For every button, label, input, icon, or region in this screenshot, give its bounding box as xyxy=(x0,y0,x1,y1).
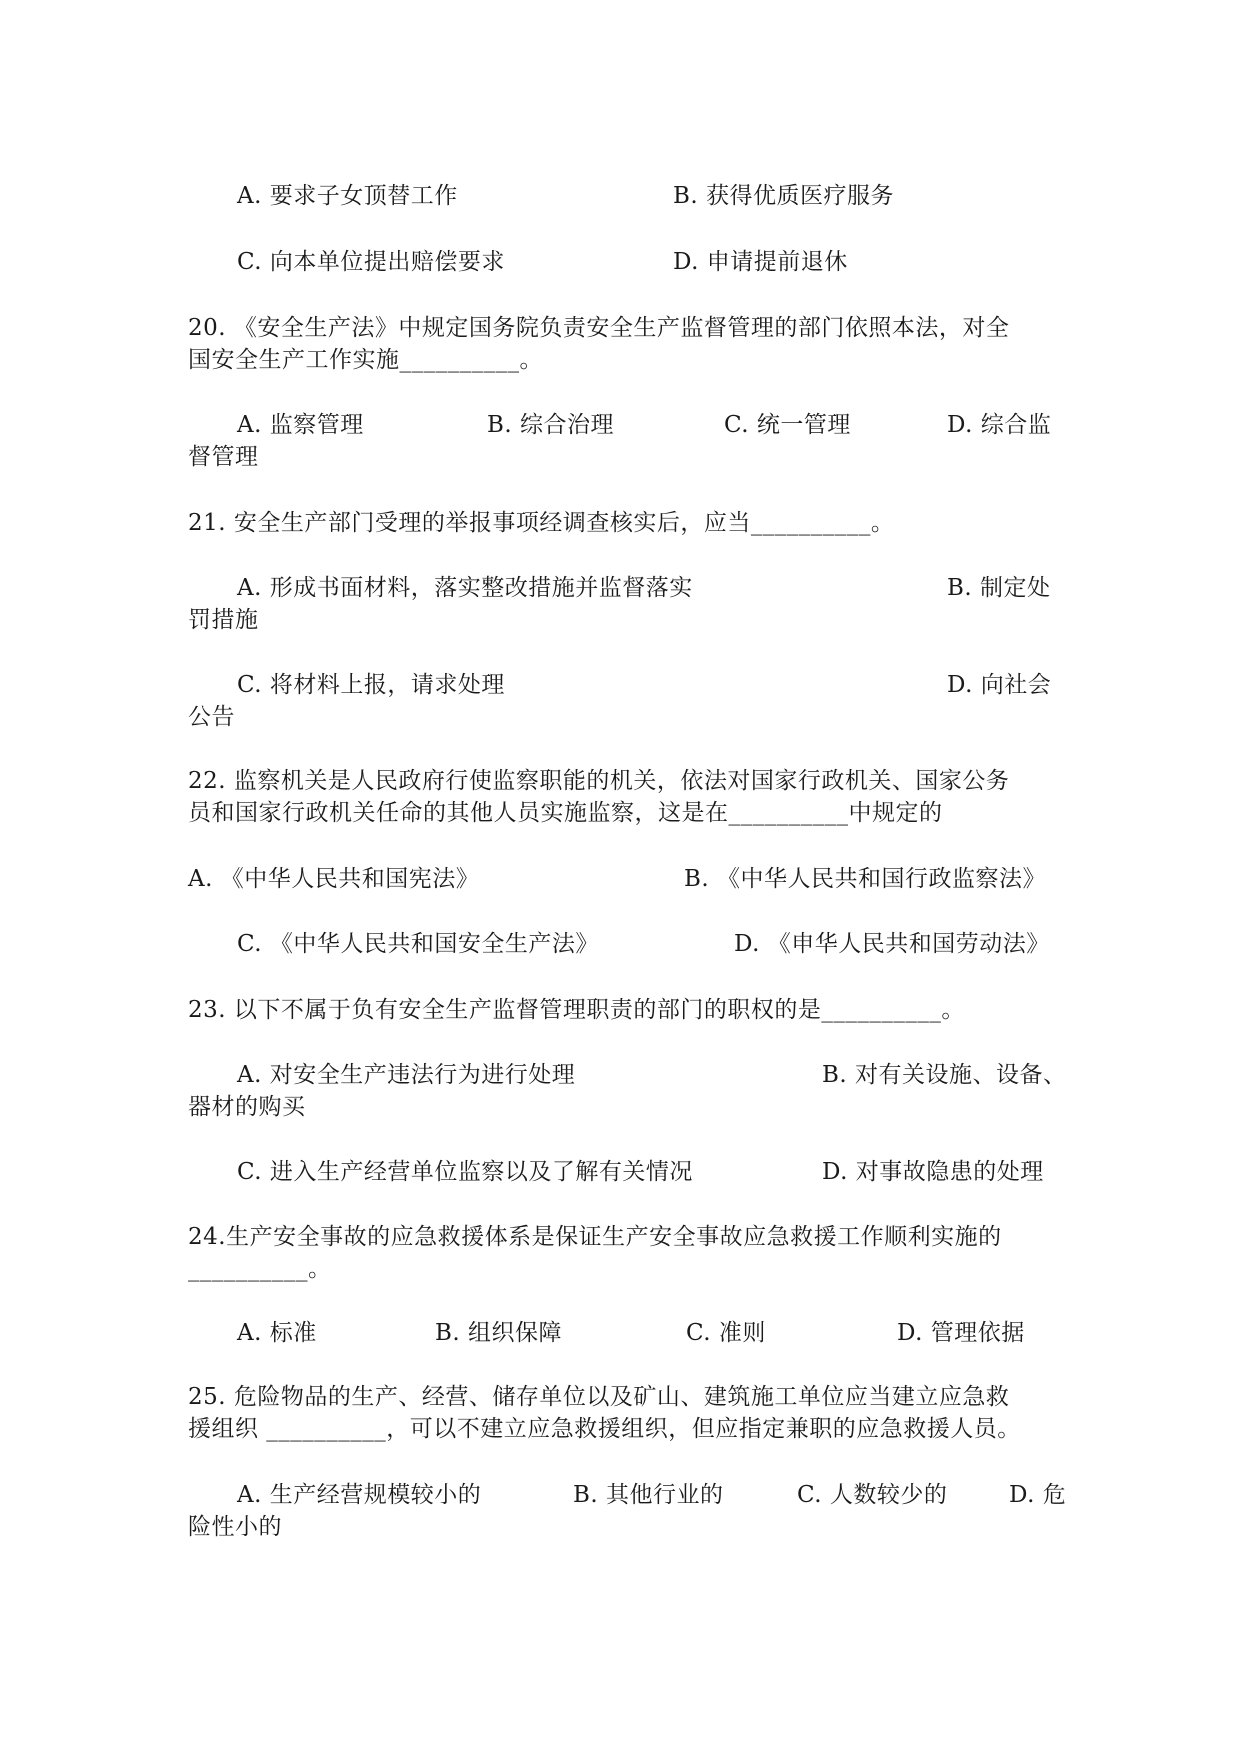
q21-option-d-continued: 公告 xyxy=(188,704,235,730)
q20-option-a: A. 监察管理 xyxy=(237,412,364,438)
q22-option-d: D. 《申华人民共和国劳动法》 xyxy=(734,931,1050,957)
q24-option-a: A. 标准 xyxy=(237,1320,317,1346)
q25-stem-line2: 援组织 __________，可以不建立应急救援组织，但应指定兼职的应急救援人员。 xyxy=(188,1416,1021,1442)
q22-stem-line1: 22. 监察机关是人民政府行使监察职能的机关，依法对国家行政机关、国家公务 xyxy=(188,768,1010,794)
q20-option-d: D. 综合监 xyxy=(947,412,1052,438)
q22-option-c: C. 《中华人民共和国安全生产法》 xyxy=(237,931,599,957)
q24-option-c: C. 准则 xyxy=(686,1320,766,1346)
q21-option-b: B. 制定处 xyxy=(947,575,1051,601)
q20-stem-line1: 20. 《安全生产法》中规定国务院负责安全生产监督管理的部门依照本法，对全 xyxy=(188,315,1010,341)
q25-option-d: D. 危 xyxy=(1009,1482,1067,1508)
q24-stem-line2: __________。 xyxy=(188,1256,332,1282)
q19-option-d: D. 申请提前退休 xyxy=(673,249,848,275)
q20-option-d-continued: 督管理 xyxy=(188,444,259,470)
q20-stem-line2: 国安全生产工作实施__________。 xyxy=(188,347,543,373)
q23-option-b: B. 对有关设施、设备、 xyxy=(822,1062,1067,1088)
q24-stem-line1: 24.生产安全事故的应急救援体系是保证生产安全事故应急救援工作顺利实施的 xyxy=(188,1224,1002,1250)
q23-stem-line1: 23. 以下不属于负有安全生产监督管理职责的部门的职权的是__________。 xyxy=(188,997,965,1023)
q23-option-b-continued: 器材的购买 xyxy=(188,1094,306,1120)
q19-option-b: B. 获得优质医疗服务 xyxy=(673,183,895,209)
q20-option-b: B. 综合治理 xyxy=(487,412,615,438)
q20-option-c: C. 统一管理 xyxy=(724,412,851,438)
q23-option-c: C. 进入生产经营单位监察以及了解有关情况 xyxy=(237,1159,693,1185)
q25-option-a: A. 生产经营规模较小的 xyxy=(237,1482,482,1508)
q19-option-c: C. 向本单位提出赔偿要求 xyxy=(237,249,505,275)
q21-option-a: A. 形成书面材料，落实整改措施并监督落实 xyxy=(237,575,693,601)
q21-stem-line1: 21. 安全生产部门受理的举报事项经调查核实后，应当__________。 xyxy=(188,510,895,536)
q22-stem-line2: 员和国家行政机关任命的其他人员实施监察，这是在__________中规定的 xyxy=(188,800,943,826)
q23-option-d: D. 对事故隐患的处理 xyxy=(822,1159,1044,1185)
q25-stem-line1: 25. 危险物品的生产、经营、储存单位以及矿山、建筑施工单位应当建立应急救 xyxy=(188,1384,1010,1410)
q25-option-b: B. 其他行业的 xyxy=(573,1482,724,1508)
q21-option-d: D. 向社会 xyxy=(947,672,1052,698)
q21-option-b-continued: 罚措施 xyxy=(188,607,259,633)
q22-option-b: B. 《中华人民共和国行政监察法》 xyxy=(684,866,1047,892)
q24-option-b: B. 组织保障 xyxy=(435,1320,563,1346)
q24-option-d: D. 管理依据 xyxy=(897,1320,1025,1346)
q19-option-a: A. 要求子女顶替工作 xyxy=(237,183,458,209)
q22-option-a: A. 《中华人民共和国宪法》 xyxy=(188,866,480,892)
q25-option-d-continued: 险性小的 xyxy=(188,1514,282,1540)
q23-option-a: A. 对安全生产违法行为进行处理 xyxy=(237,1062,576,1088)
q25-option-c: C. 人数较少的 xyxy=(797,1482,948,1508)
q21-option-c: C. 将材料上报，请求处理 xyxy=(237,672,505,698)
